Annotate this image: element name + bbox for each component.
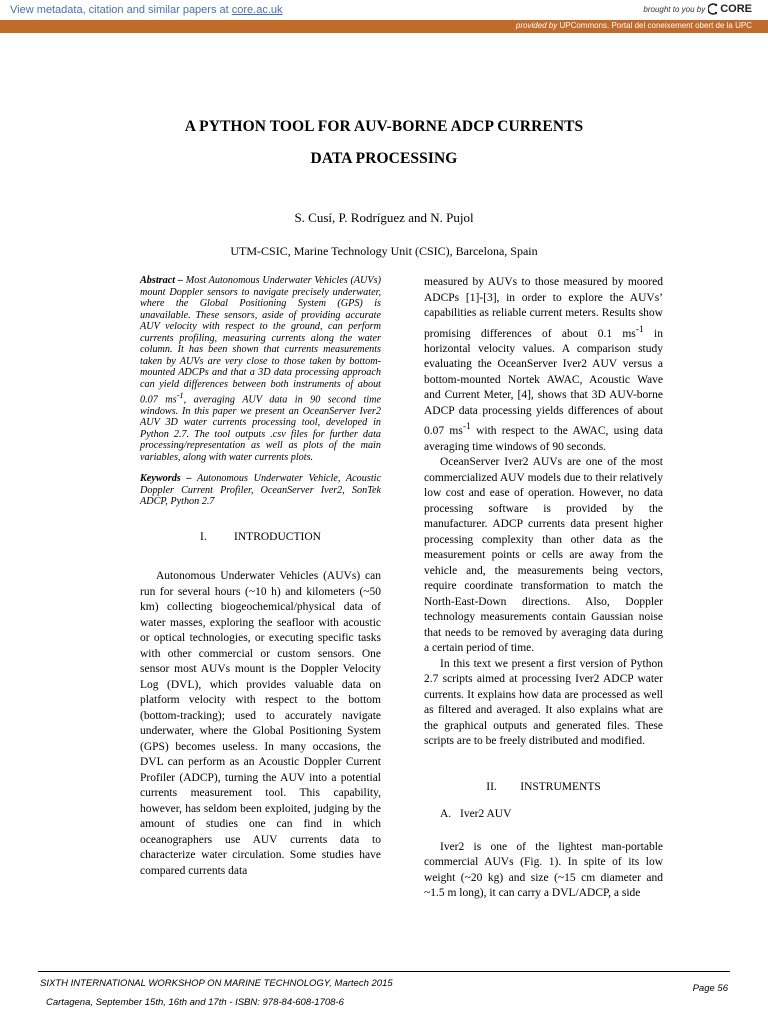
iver-paragraph-1: Iver2 is one of the lightest man-portable commercial AUVs (Fig. 1). In spite of its low weight (~20 kg) and size (~15 cm diameter and ~1.5 m long), it can carry a DVL/ADCP, a side bbox=[424, 840, 663, 900]
footer-location-isbn: Cartagena, September 15th, 16th and 17th - ISBN: 978-84-608-1708-6 bbox=[46, 997, 344, 1008]
core-metadata-text: View metadata, citation and similar papers at core.ac.uk bbox=[10, 4, 283, 16]
abstract: Abstract – Most Autonomous Underwater Vehicles (AUVs) mount Doppler sensors to navigate precisely underwater, where the Global Positioning System (GPS) is unavailable. These sensors, aside of providing accurate AUV velocity with respect to the ground, can perform currents profiling, measuring currents along the water column. It has been shown that currents measurements taken by AUVs are very close to those taken by bottom-mounted ADCPs and that a 3D data processing approach can yield differences between both instruments of about 0.07 $ms^{-1}$, averaging AUV data in 90 second time windows. In this paper we present an OceanServer Iver2 AUV 3D water currents processing tool, developed in Python 2.7. The tool outputs .csv files for further data processing/representation as well as plots of the main variables, along with water currents plots. bbox=[140, 275, 381, 463]
subsection-heading-iver2: A. Iver2 AUV bbox=[440, 808, 512, 821]
intro-paragraph-1-continued: measured by AUVs to those measured by moored ADCPs [1]-[3], in order to explore the AUVs’ capabilities as reliable current meters. Results show promising differences of about 0.1 $ms^{-1}$ in horizontal velocity values. A comparison study evaluating the OceanServer Iver2 AUV versus a bottom-mounted Nortek AWAC, Acoustic Wave and Current Meter, [4], shows that 3D AUV-borne ADCP data processing yields differences of about 0.07 $ms^{-1}$ with respect to the AWAC, using data averaging time windows of 90 seconds. bbox=[424, 276, 663, 453]
footer-rule bbox=[38, 971, 730, 972]
paper-title-line-1: A PYTHON TOOL FOR AUV-BORNE ADCP CURRENTS bbox=[184, 118, 584, 135]
intro-paragraph-2: OceanServer Iver2 AUVs are one of the most commercialized AUV models due to their relatively low cost and ease of operation. However, no data processing software is provided by the manufacturer. ADCP currents data present higher processing complexity than other data as the measurement points or cells are away from the vehicle and, the measurements being vectors, require coordinate transformation to match the North-East-Down directions. Also, Doppler technology measurements contain Gaussian noise that needs to be removed by averaging data during a certain period of time. bbox=[424, 456, 663, 655]
right-column bbox=[424, 275, 663, 902]
footer-conference: SIXTH INTERNATIONAL WORKSHOP ON MARINE TECHNOLOGY, Martech 2015 bbox=[40, 978, 393, 989]
paper-title-line-2: DATA PROCESSING bbox=[310, 150, 458, 167]
paper-authors: S. Cusí, P. Rodríguez and N. Pujol bbox=[294, 210, 474, 225]
core-provided-bar: provided by UPCommons. Portal del coneixement obert de la UPC bbox=[0, 20, 768, 33]
left-column bbox=[140, 275, 381, 879]
core-link[interactable]: core.ac.uk bbox=[231, 4, 283, 16]
paper-affiliation: UTM-CSIC, Marine Technology Unit (CSIC), Barcelona, Spain bbox=[230, 244, 538, 258]
core-brought-by: brought to you by CORE bbox=[643, 3, 752, 15]
core-logo[interactable]: CORE bbox=[708, 3, 752, 15]
keywords: Keywords – Autonomous Underwater Vehicle, Acoustic Doppler Current Profiler, OceanServer Iver2, SonTek ADCP, Python 2.7 bbox=[140, 473, 382, 508]
section-heading-instruments: II. INSTRUMENTS bbox=[486, 780, 601, 793]
intro-paragraph-3: In this text we present a first version of Python 2.7 scripts aimed at processing Iver2 ADCP water currents. It explains how data are processed as well as filtered and averaged. It also explains what are the graphical outputs and generated files. These scripts are to be freely distributed and modified. bbox=[424, 657, 663, 748]
core-banner bbox=[0, 0, 768, 20]
section-heading-introduction: I. INTRODUCTION bbox=[200, 530, 321, 543]
provider-link[interactable]: UPCommons. Portal del coneixement obert de la UPC bbox=[557, 21, 752, 30]
core-logo-icon bbox=[708, 3, 718, 15]
intro-paragraph-1: Autonomous Underwater Vehicles (AUVs) can run for several hours (~10 h) and kilometers (~50 km) collecting biogeochemical/physical data of water masses, exploring the seafloor with acoustic or optical technologies, or executing specific tasks with other commercial or custom sensors. One sensor most AUVs mount is the Doppler Velocity Log (DVL), which provides valuable data on platform velocity with respect to the bottom (bottom-tracking); used to accurately navigate underwater, where the Global Positioning System (GPS) becomes useless. In many occasions, the DVL can perform as an Acoustic Doppler Current Profiler (ADCP), turning the AUV into a potential currents measurement tool. This capability, however, has seldom been exploited, judging by the amount of studies one can find in which oceanographers use AUV currents data to characterize water circulation. Some studies have compared currents data bbox=[140, 570, 381, 877]
footer-page-number: Page 56 bbox=[692, 983, 728, 994]
